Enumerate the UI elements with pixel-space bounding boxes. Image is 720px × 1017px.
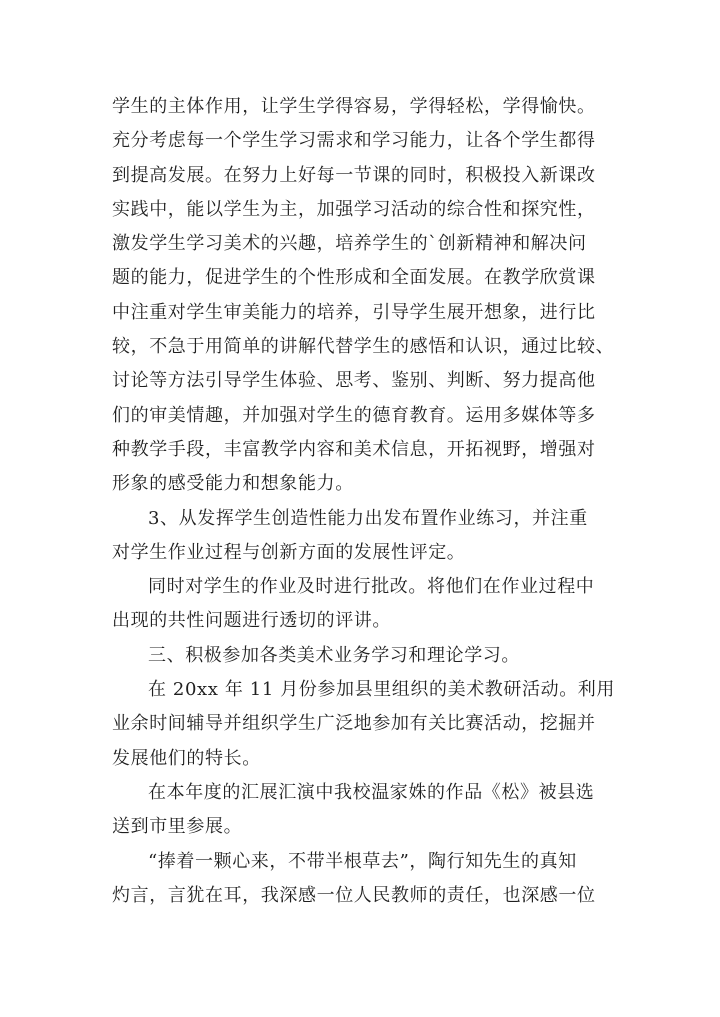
text-line: 3、从发挥学生创造性能力出发布置作业练习，并注重 <box>148 507 588 529</box>
text-line: 中注重对学生审美能力的培养，引导学生展开想象，进行比 <box>112 301 596 323</box>
text-line: 充分考虑每一个学生学习需求和学习能力，让各个学生都得 <box>112 130 596 152</box>
text-line: 们的审美情趣，并加强对学生的德育教育。运用多媒体等多 <box>112 404 596 426</box>
text-line: 灼言，言犹在耳，我深感一位人民教师的责任，也深感一位 <box>112 884 596 906</box>
text-line: 同时对学生的作业及时进行批改。将他们在作业过程中 <box>148 576 595 598</box>
text-line: 在 20xx 年 11 月份参加县里组织的美术教研活动。利用 <box>148 679 615 701</box>
text-line: 在本年度的汇展汇演中我校温家姝的作品《松》被县选 <box>148 781 595 803</box>
text-line: 种教学手段，丰富教学内容和美术信息，开拓视野，增强对 <box>112 438 596 460</box>
text-line: 送到市里参展。 <box>112 816 243 838</box>
body-text <box>112 90 617 913</box>
text-line: 三、积极参加各类美术业务学习和理论学习。 <box>148 644 520 666</box>
text-line: 发展他们的特长。 <box>112 747 261 769</box>
text-line: 出现的共性问题进行透切的评讲。 <box>112 610 391 632</box>
text-line: 较，不急于用简单的讲解代替学生的感悟和认识，通过比较、 <box>112 336 615 358</box>
text-line: 学生的主体作用，让学生学得容易，学得轻松，学得愉快。 <box>112 96 596 117</box>
text-line: 业余时间辅导并组织学生广泛地参加有关比赛活动，挖掘并 <box>112 713 596 735</box>
text-line: 讨论等方法引导学生体验、思考、鉴别、判断、努力提高他 <box>112 370 596 392</box>
text-line: 实践中，能以学生为主，加强学习活动的综合性和探究性， <box>112 198 596 220</box>
text-line: 题的能力，促进学生的个性形成和全面发展。在教学欣赏课 <box>112 267 596 289</box>
text-line: “捧着一颗心来，不带半根草去”，陶行知先生的真知 <box>148 850 577 872</box>
text-line: 到提高发展。在努力上好每一节课的同时，积极投入新课改 <box>112 164 596 186</box>
text-line: 形象的感受能力和想象能力。 <box>112 473 354 495</box>
text-line: 对学生作业过程与创新方面的发展性评定。 <box>112 541 466 563</box>
text-line: 激发学生学习美术的兴趣，培养学生的`创新精神和解决问 <box>112 233 587 255</box>
